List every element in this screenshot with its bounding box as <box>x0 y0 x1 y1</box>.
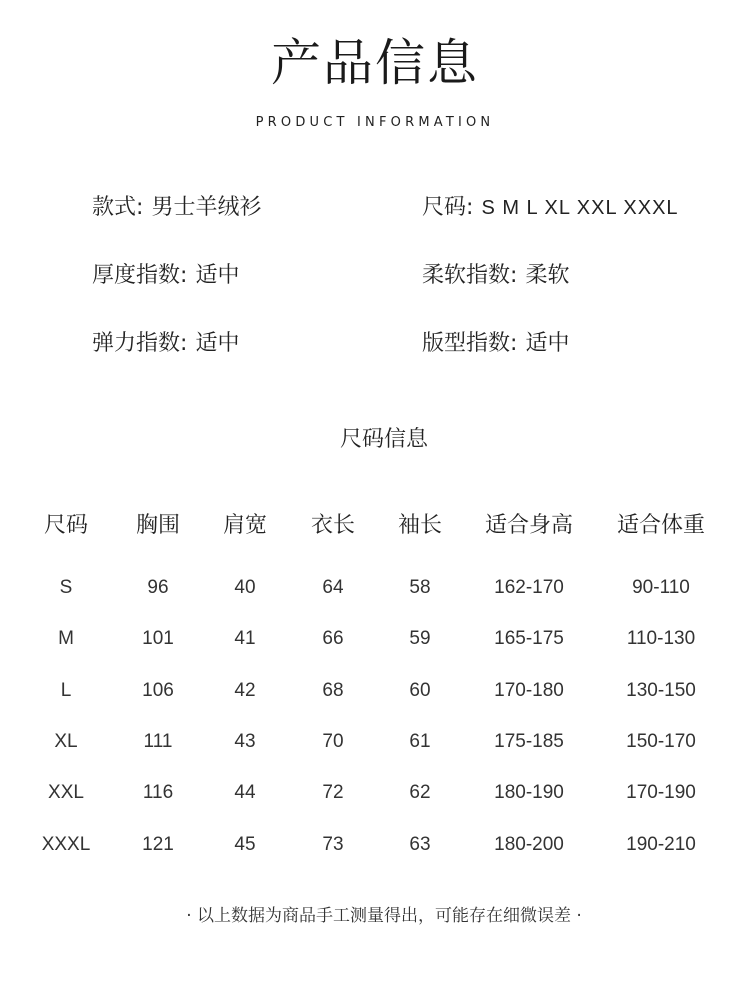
table-cell: 190-210 <box>626 833 696 855</box>
table-cell: 170-190 <box>626 782 696 804</box>
attr-fit-value: 适中 <box>525 331 570 356</box>
table-cell: 45 <box>234 833 256 855</box>
table-cell: 180-200 <box>494 833 564 855</box>
table-cell: 64 <box>322 577 344 599</box>
table-cell: 63 <box>409 833 431 855</box>
column-header: 尺码 <box>43 513 88 538</box>
size-table <box>18 506 726 870</box>
attr-sizes-label: 尺码 <box>422 195 467 220</box>
column-header: 衣长 <box>310 513 355 538</box>
attr-separator: : <box>136 195 144 220</box>
table-cell: 101 <box>142 628 174 650</box>
table-cell: 111 <box>143 731 173 753</box>
column-header: 袖长 <box>397 513 442 538</box>
column-header: 适合身高 <box>484 513 573 538</box>
table-cell: 40 <box>234 577 256 599</box>
attr-separator: : <box>466 195 474 220</box>
table-cell: 73 <box>322 833 344 855</box>
attr-sizes-value: S M L XL XXL XXXL <box>481 197 679 219</box>
table-cell: 162-170 <box>494 577 564 599</box>
table-cell: 116 <box>142 782 174 804</box>
table-cell: 41 <box>234 628 256 650</box>
table-cell: L <box>60 679 72 701</box>
attr-elasticity-label: 弹力指数 <box>92 331 181 356</box>
table-cell: XL <box>54 731 78 753</box>
table-cell: 66 <box>322 628 344 650</box>
attr-style-label: 款式 <box>92 195 137 220</box>
table-cell: 61 <box>409 731 431 753</box>
attr-softness-value: 柔软 <box>525 263 570 288</box>
table-cell: 59 <box>409 628 431 650</box>
table-cell: 42 <box>234 679 256 701</box>
page-title: 产品信息 <box>271 34 479 92</box>
table-cell: XXXL <box>41 833 91 855</box>
page-subtitle: PRODUCT INFORMATION <box>255 115 495 130</box>
table-cell: M <box>58 628 74 650</box>
table-row <box>18 716 726 767</box>
table-cell: 121 <box>142 833 174 855</box>
attr-separator: : <box>180 263 188 288</box>
attr-thickness <box>92 261 239 291</box>
column-header: 肩宽 <box>222 513 267 538</box>
attr-separator: : <box>180 331 188 356</box>
table-row <box>18 818 726 869</box>
table-cell: 90-110 <box>632 577 690 599</box>
attr-style <box>92 193 261 223</box>
table-cell: 44 <box>234 782 256 804</box>
attr-separator: : <box>510 263 518 288</box>
size-table-header <box>18 506 726 562</box>
table-cell: 96 <box>147 577 169 599</box>
table-cell: 58 <box>409 577 431 599</box>
attr-separator: : <box>510 331 518 356</box>
attr-softness-label: 柔软指数 <box>422 263 511 288</box>
table-cell: 180-190 <box>494 782 564 804</box>
table-row <box>18 767 726 818</box>
table-cell: 68 <box>322 679 344 701</box>
attr-softness <box>422 261 569 291</box>
table-cell: 60 <box>409 679 431 701</box>
table-cell: 150-170 <box>626 731 696 753</box>
column-header: 胸围 <box>135 513 180 538</box>
attr-elasticity <box>92 329 239 359</box>
table-row <box>18 562 726 613</box>
table-cell: S <box>59 577 73 599</box>
attr-sizes <box>422 193 679 223</box>
table-cell: 72 <box>322 782 344 804</box>
table-cell: XXL <box>48 782 84 804</box>
table-cell: 62 <box>409 782 431 804</box>
table-cell: 175-185 <box>494 731 564 753</box>
attr-fit-label: 版型指数 <box>422 331 511 356</box>
attr-fit <box>422 329 569 359</box>
attr-thickness-value: 适中 <box>195 263 240 288</box>
table-row <box>18 665 726 716</box>
table-cell: 110-130 <box>626 628 696 650</box>
table-cell: 165-175 <box>494 628 564 650</box>
column-header: 适合体重 <box>616 513 705 538</box>
table-cell: 130-150 <box>626 679 696 701</box>
attr-style-value: 男士羊绒衫 <box>151 195 262 220</box>
table-cell: 106 <box>142 679 174 701</box>
table-cell: 43 <box>234 731 256 753</box>
table-cell: 170-180 <box>494 679 564 701</box>
measurement-note: · 以上数据为商品手工测量得出，可能存在细微误差 · <box>186 906 582 926</box>
attr-thickness-label: 厚度指数 <box>92 263 181 288</box>
table-row <box>18 613 726 664</box>
attr-elasticity-value: 适中 <box>195 331 240 356</box>
size-section-heading: 尺码信息 <box>339 427 428 452</box>
table-cell: 70 <box>322 731 344 753</box>
